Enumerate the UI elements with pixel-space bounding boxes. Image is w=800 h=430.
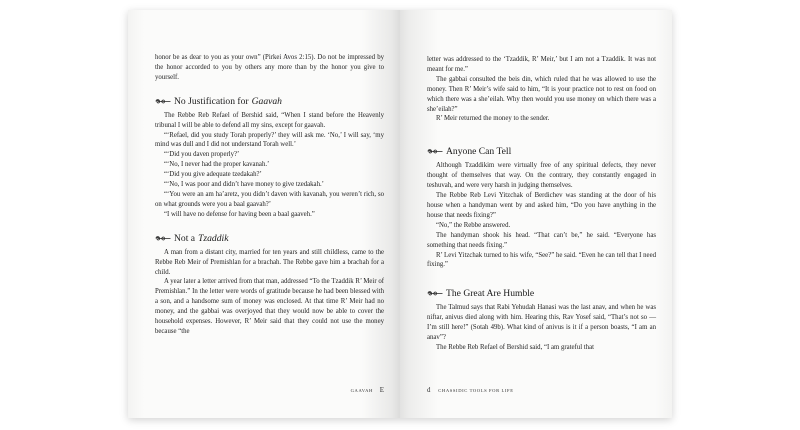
scroll-ornament-icon — [155, 235, 171, 242]
body-paragraph: A year later a letter arrived from that man, addressed “To the Tzaddik R’ Meir of Premishlan.” In the letter were words of gratitude because he had been blessed with a son, and a handsome sum of money was enclosed. At that time R’ Meir had no money, and the gabbai was overjoyed that they would now be able to cover the household expenses. However, R’ Meir said that they could not use the money because “the — [155, 278, 384, 335]
running-head: GAAVAH — [350, 388, 373, 393]
body-paragraph: The Rebbe Reb Refael of Bershid said, “I am grateful that — [436, 343, 594, 351]
section-title-italic: Tzaddik — [198, 232, 229, 244]
body-paragraph: A man from a distant city, married for ten years and still childless, came to the Rebbe Reb Meir of Premishlan for a brachah. The Rebbe gave him a brachah for a child. — [155, 248, 384, 276]
body-paragraph: R’ Meir returned the money to the sender. — [436, 115, 550, 123]
body-paragraph: letter was addressed to the ‘Tzaddik, R’ Meir,’ but I am not a Tzaddik. It was not meant for me.” — [427, 56, 656, 73]
right-page — [400, 10, 672, 418]
body-paragraph: Although Tzaddikim were virtually free of any spiritual defects, they never thought of themselves that way. On the contrary, they constantly engaged in teshuvah, and were very harsh in judging themselves. — [427, 162, 656, 190]
body-paragraph: “‘Refael, did you study Torah properly?’ they will ask me. ‘No,’ I will say, ‘my mind was dull and I did not understand Torah well.’ — [155, 131, 384, 149]
section-heading-anyone-can-tell — [427, 146, 656, 157]
body-paragraph: “No,” the Rebbe answered. — [436, 221, 511, 229]
running-head: CHASSIDIC TOOLS FOR LIFE — [438, 388, 514, 393]
body-paragraph: “‘Did you give adequate tzedakah?’ — [164, 171, 262, 179]
left-page — [128, 10, 400, 418]
right-page-footer — [427, 386, 514, 394]
body-paragraph: The Rebbe Reb Levi Yitzchak of Berdichev was standing at the door of his house when a handyman went by and asked him, “Do you have anything in the house that needs fixing?” — [427, 192, 656, 219]
section-heading-great-are-humble — [427, 288, 656, 299]
body-paragraph: “‘Did you daven properly?’ — [164, 151, 240, 159]
scroll-ornament-icon — [427, 290, 443, 297]
page-number: E — [379, 386, 384, 394]
scroll-ornament-icon — [427, 148, 443, 155]
section-title: Not a — [174, 232, 196, 244]
section-title-italic: Gaavah — [251, 95, 282, 107]
section-title: No Justification for — [174, 95, 249, 107]
body-paragraph: “I will have no defense for having been a baal gaaveh.” — [164, 210, 315, 218]
body-paragraph: The gabbai consulted the beis din, which ruled that he was allowed to use the money. Then R’ Meir’s wife said to him, “It is your practice not to rest on food on which there was a she’eilah. Why then would you use money on which there was a she’eilah?” — [427, 75, 656, 113]
section-title: Anyone Can Tell — [446, 146, 512, 158]
body-paragraph: “‘You were an am ha’aretz, you didn’t daven with kavanah, you weren’t rich, so on what grounds were you a baal gaavah?’ — [155, 190, 384, 208]
open-book — [128, 10, 672, 418]
body-paragraph: “‘No, I never had the proper kavanah.’ — [164, 161, 270, 169]
body-paragraph: The Talmud says that Rabi Yehudah Hanasi was the last anav, and when he was niftar, anivus died along with him. Hearing this, Rav Yosef said, “That’s not so — I’m still here!” (Sotah 49b). What kind of anivus is it if a person boasts, “I am an anav”? — [427, 304, 656, 342]
body-paragraph: “‘No, I was poor and didn’t have money to give tzedakah.’ — [164, 181, 324, 189]
section-heading-gaavah — [155, 96, 384, 107]
section-heading-not-a-tzaddik — [155, 233, 384, 244]
left-page-footer — [351, 386, 384, 394]
section-title: The Great Are Humble — [446, 288, 535, 300]
body-paragraph: The handyman shook his head. “That can’t be,” he said. “Everyone has something that needs fixing.” — [427, 231, 656, 249]
body-paragraph: R’ Levi Yitzchak turned to his wife, “See?” he said. “Even he can tell that I need fixing.” — [427, 251, 656, 269]
scroll-ornament-icon — [155, 98, 171, 105]
body-paragraph: The Rebbe Reb Refael of Bershid said, “When I stand before the Heavenly tribunal I will be able to defend all my sins, except for gaavah. — [155, 111, 384, 129]
left-intro-paragraph: honor be as dear to you as your own” (Pirkei Avos 2:15). Do not be impressed by the honor accorded to you by others any more than by the honor you give to yourself. — [155, 54, 384, 81]
page-number: d — [427, 386, 431, 394]
